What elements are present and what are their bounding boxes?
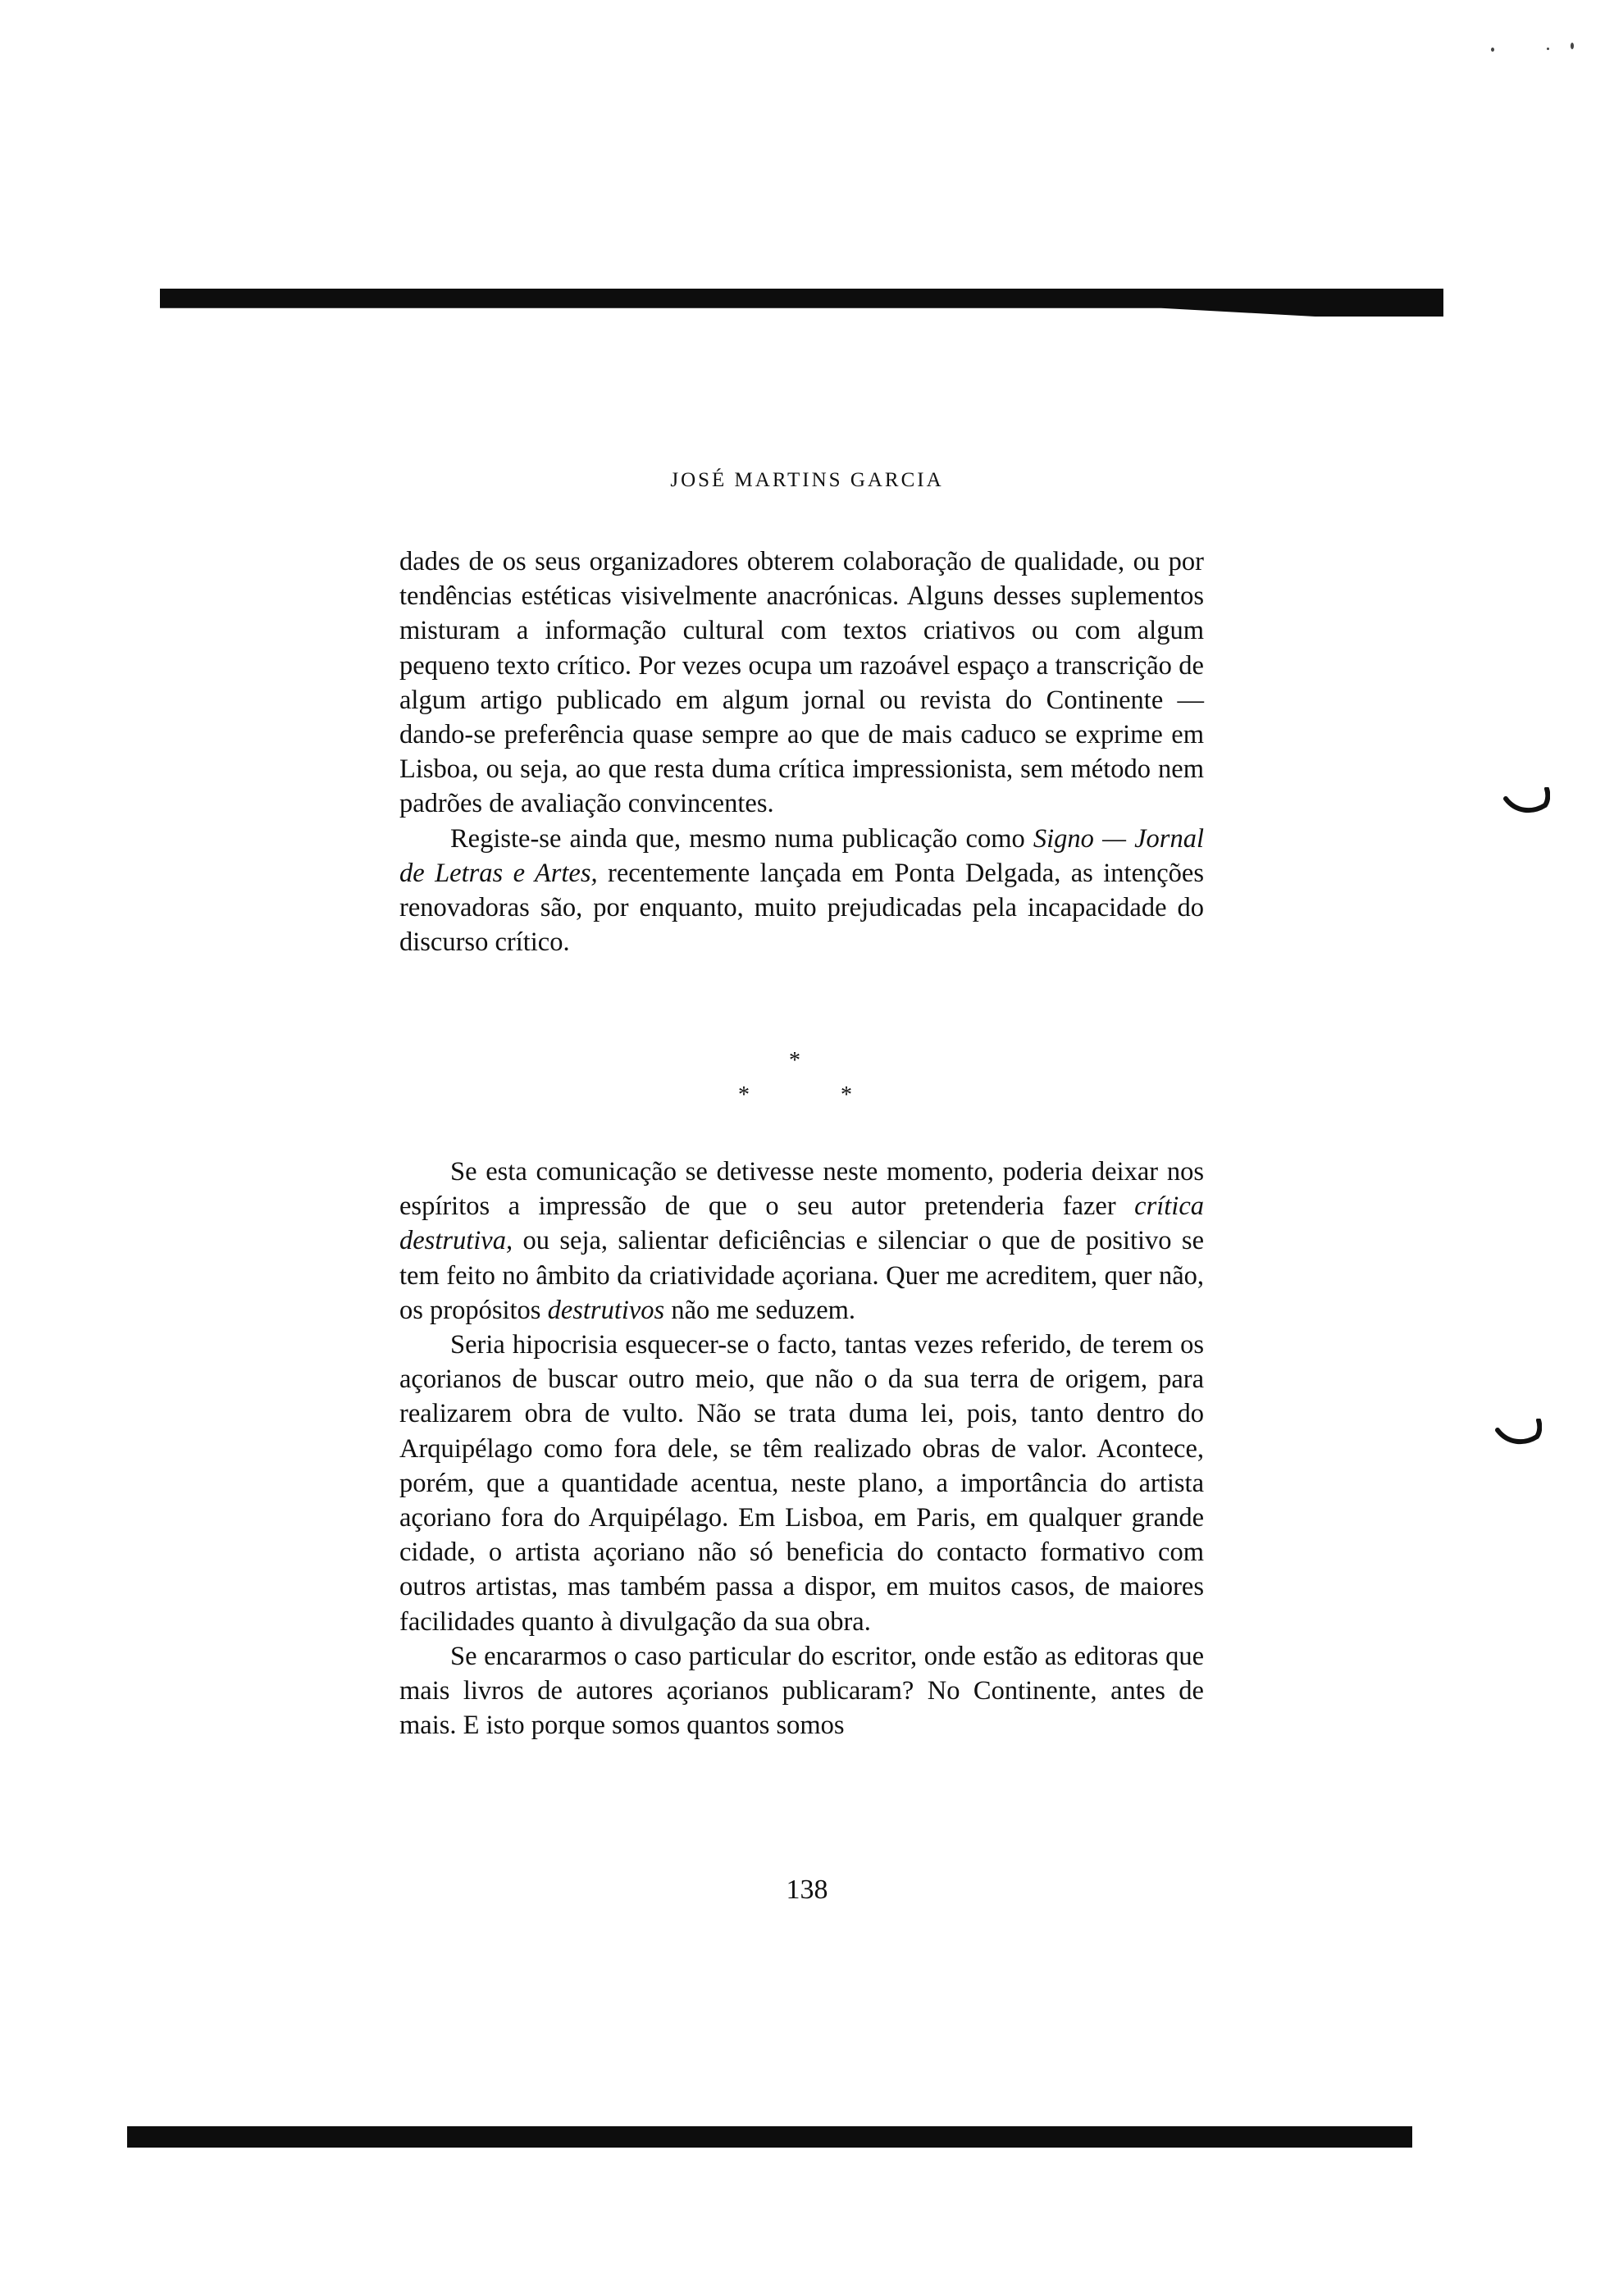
- running-head: JOSÉ MARTINS GARCIA: [670, 469, 944, 491]
- paragraph: dades de os seus organizadores obterem colaboração de qualidade, ou por tendências estéticas visivelmente anacrónicas. Alguns desses suplementos misturam a informação cultural com textos criativos ou com algum pequeno texto crítico. Por vezes ocupa um razoável espaço a transcrição de algum artigo publicado em algum jornal ou revista do Continente — dando-se preferência quase sempre ao que de mais caduco se exprime em Lisboa, ou seja, ao que resta duma crítica impressionista, sem método nem padrões de avaliação convincentes.: [399, 547, 1204, 819]
- scan-speck: [1571, 43, 1574, 49]
- paragraph: Seria hipocrisia esquecer-se o facto, tantas vezes referido, de terem os açorianos de buscar outro meio, que não o da sua terra de origem, para realizarem obra de vulto. Não se trata duma lei, pois, tanto dentro do Arquipélago como fora dele, se têm realizado obras de valor. Acontece, porém, que a quantidade acentua, neste plano, a importância do artista açoriano fora do Arquipélago. Em Lisboa, em Paris, em qualquer grande cidade, o artista açoriano não só beneficia do contacto formativo com outros artistas, mas também passa a dispor, em muitos casos, de maiores facilidades quanto à divulgação da sua obra.: [399, 1330, 1204, 1637]
- separator-star: *: [789, 1048, 800, 1073]
- margin-check-mark: [1494, 1419, 1542, 1451]
- separator-star: *: [738, 1082, 750, 1108]
- scan-speck: [1547, 48, 1549, 50]
- section-separator: [0, 1041, 1614, 1107]
- emphasis: destrutivos: [547, 1295, 665, 1325]
- top-rule: [160, 289, 1443, 317]
- paragraph: Registe-se ainda que, mesmo numa publicação como Signo — Jornal de Letras e Artes, recentemente lançada em Ponta Delgada, as intenções renovadoras são, por enquanto, muito prejudicadas pela incapacidade do discurso crítico.: [399, 823, 1204, 958]
- text-block-bottom: [399, 1155, 1204, 1742]
- bottom-rule: [127, 2126, 1412, 2148]
- margin-check-mark: [1502, 787, 1550, 820]
- text-block-top: [399, 544, 1204, 959]
- paragraph: Se esta comunicação se detivesse neste momento, poderia deixar nos espíritos a impressão de que o seu autor pretenderia fazer crítica destrutiva, ou seja, salientar deficiências e silenciar o que de positivo se tem feito no âmbito da criatividade açoriana. Quer me acreditem, quer não, os propósitos destrutivos não me seduzem.: [399, 1157, 1204, 1325]
- page-number: 138: [786, 1875, 828, 1905]
- emphasis: crítica destrutiva,: [399, 1191, 1204, 1256]
- publication-title: Signo — Jornal de Letras e Artes,: [399, 823, 1204, 888]
- paragraph: Se encararmos o caso particular do escritor, onde estão as editoras que mais livros de autores açorianos publicaram? No Continente, antes de mais. E isto porque somos quantos somos: [399, 1641, 1204, 1741]
- scan-speck: [1491, 48, 1494, 52]
- separator-star: *: [841, 1082, 852, 1108]
